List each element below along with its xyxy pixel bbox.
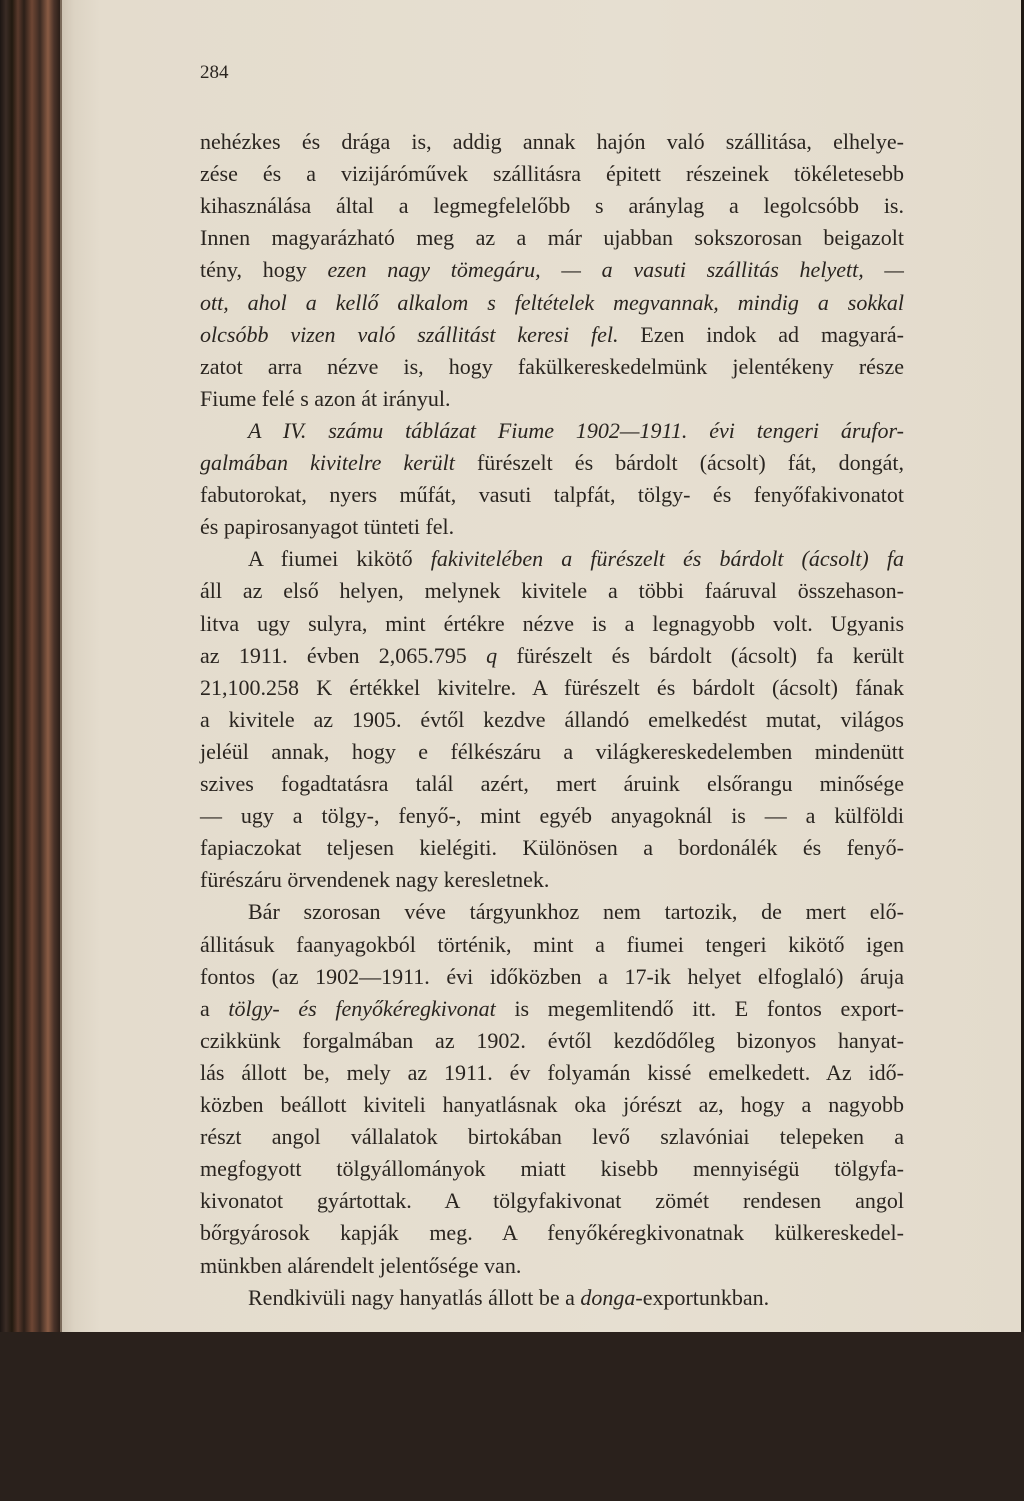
text-segment: nehézkes és drága is, addig annak hajón való szállitása, elhelye-: [200, 129, 904, 154]
text-line: [200, 674, 904, 702]
italic-segment: olcsóbb vizen való szállitást keresi fel.: [200, 321, 619, 347]
text-line: [200, 802, 904, 830]
text-segment: tény, hogy: [200, 257, 328, 283]
page-number: 284: [200, 62, 229, 83]
text-segment: litva ugy sulyra, mint értékre nézve is a legnagyobb volt. Ugyanis: [200, 610, 904, 636]
text-segment: czikkünk forgalmában az 1902. évtől kezdődőleg bizonyos hanyat-: [200, 1027, 904, 1053]
text-line: [200, 738, 904, 766]
text-segment: fürészelt és bárdolt (ácsolt) fát, dongát,: [454, 450, 904, 475]
text-segment: zése és a vizijáróművek szállitásra épitett részeinek tökéletesebb: [200, 161, 904, 187]
text-segment: Fiume felé s azon át irányul.: [200, 385, 451, 411]
text-segment: Innen magyarázható meg az a már ujabban sokszorosan beigazolt: [200, 225, 904, 251]
text-segment: fontos (az 1902—1911. évi időközben a 17-ik helyet elfoglaló) áruja: [200, 963, 904, 989]
text-segment: Rendkivüli nagy hanyatlás állott be a: [248, 1284, 581, 1310]
text-line: [200, 1091, 904, 1119]
italic-segment: ezen nagy tömegáru, — a vasuti szállitás helyett, —: [327, 257, 904, 283]
text-segment: bőrgyárosok kapják meg. A fenyőkéregkivonatnak külkereskedel-: [200, 1220, 904, 1246]
italic-segment: tölgy- és fenyőkéregkivonat: [228, 995, 496, 1021]
text-segment: A fiumei kikötő: [248, 546, 431, 572]
text-segment: is megemlitendő itt. E fontos export-: [495, 995, 905, 1021]
text-line: [200, 353, 904, 381]
binding-crease: [60, 0, 62, 1332]
text-segment: megfogyott tölgyállományok miatt kisebb mennyiségü tölgyfa-: [200, 1156, 904, 1182]
text-line: [200, 321, 904, 349]
text-line: [200, 770, 904, 798]
text-line: [200, 1155, 904, 1183]
text-segment: münkben alárendelt jelentősége van.: [200, 1252, 522, 1278]
text-segment: az 1911. évben 2,065.795: [200, 642, 487, 668]
text-segment: -exportunkban.: [635, 1284, 770, 1310]
text-line: [200, 931, 904, 959]
text-line: [200, 417, 904, 445]
text-line: [200, 1284, 904, 1312]
italic-segment: ott, ahol a kellő alkalom s feltételek megvannak, mindig a sokkal: [200, 289, 904, 315]
text-line: [200, 1027, 904, 1055]
text-segment: Ezen indok ad magyará-: [618, 321, 904, 347]
text-line: [200, 192, 904, 220]
italic-segment: donga: [580, 1284, 636, 1310]
italic-segment: fakivitelében a fürészelt és bárdolt (ácsolt) fa: [430, 546, 904, 572]
text-segment: közben beállott kiviteli hanyatlásnak oka jórészt az, hogy a nagyobb: [200, 1092, 904, 1117]
text-line: [200, 1219, 904, 1247]
text-line: [200, 545, 904, 573]
text-segment: fabutorokat, nyers műfát, vasuti talpfát, tölgy- és fenyőfakivonatot: [200, 482, 904, 508]
text-line: [200, 834, 904, 862]
text-line: [200, 224, 904, 252]
text-segment: Bár szorosan véve tárgyunkhoz nem tartozik, de mert elő-: [248, 899, 904, 925]
text-segment: áll az első helyen, melynek kivitele a többi faáruval összehason-: [200, 578, 904, 604]
text-line: [200, 577, 904, 605]
text-line: [200, 898, 904, 926]
text-line: [200, 642, 904, 670]
italic-segment: A IV. számu táblázat Fiume 1902—1911. évi tengeri árufor-: [248, 417, 904, 443]
italic-segment: q: [486, 642, 498, 668]
text-line: [200, 995, 904, 1023]
book-spine: [0, 0, 60, 1501]
text-segment: a kivitele az 1905. évtől kezdve állandó emelkedést mutat, világos: [200, 706, 904, 732]
text-line: [200, 449, 904, 477]
text-line: [200, 963, 904, 991]
italic-segment: galmában kivitelre került: [200, 450, 455, 475]
text-line: [200, 256, 904, 284]
text-block: [200, 0, 904, 1332]
text-line: [200, 160, 904, 188]
text-segment: a: [200, 995, 229, 1021]
text-line: [200, 128, 904, 156]
text-segment: fürészelt és bárdolt (ácsolt) fa került: [497, 642, 905, 668]
text-line: [200, 1252, 904, 1280]
text-line: [200, 706, 904, 734]
text-line: [200, 1123, 904, 1151]
text-line: [200, 1187, 904, 1215]
text-segment: 21,100.258 K értékkel kivitelre. A fürészelt és bárdolt (ácsolt) fának: [200, 674, 904, 700]
text-segment: fürészáru örvendenek nagy keresletnek.: [200, 867, 550, 893]
text-segment: szives fogadtatásra talál azért, mert áruink elsőrangu minősége: [200, 771, 904, 796]
text-line: [200, 610, 904, 638]
text-line: [200, 481, 904, 509]
text-line: [200, 513, 904, 541]
text-line: [200, 866, 904, 894]
text-segment: lás állott be, mely az 1911. év folyamán kissé emelkedett. Az idő-: [200, 1059, 904, 1085]
text-segment: jeléül annak, hogy e félkészáru a világkereskedelemben mindenütt: [200, 738, 904, 764]
text-segment: és papirosanyagot tünteti fel.: [200, 514, 455, 540]
text-segment: állitásuk faanyagokból történik, mint a fiumei tengeri kikötő igen: [200, 931, 904, 957]
text-line: [200, 1059, 904, 1087]
text-segment: kivonatot gyártottak. A tölgyfakivonat zömét rendesen angol: [200, 1188, 904, 1214]
text-segment: zatot arra nézve is, hogy fakülkereskedelmünk jelentékeny része: [200, 353, 904, 379]
text-segment: kihasználása által a legmegfelelőbb s aránylag a legolcsóbb is.: [200, 193, 904, 219]
bottom-shadow: [0, 1332, 1024, 1501]
text-line: [200, 385, 904, 413]
text-segment: részt angol vállalatok birtokában levő szlavóniai telepeken a: [200, 1124, 904, 1150]
text-line: [200, 289, 904, 317]
text-segment: — ugy a tölgy-, fenyő-, mint egyéb anyagoknál is — a külföldi: [200, 803, 904, 829]
text-segment: fapiaczokat teljesen kielégiti. Különösen a bordonálék és fenyő-: [200, 835, 904, 861]
